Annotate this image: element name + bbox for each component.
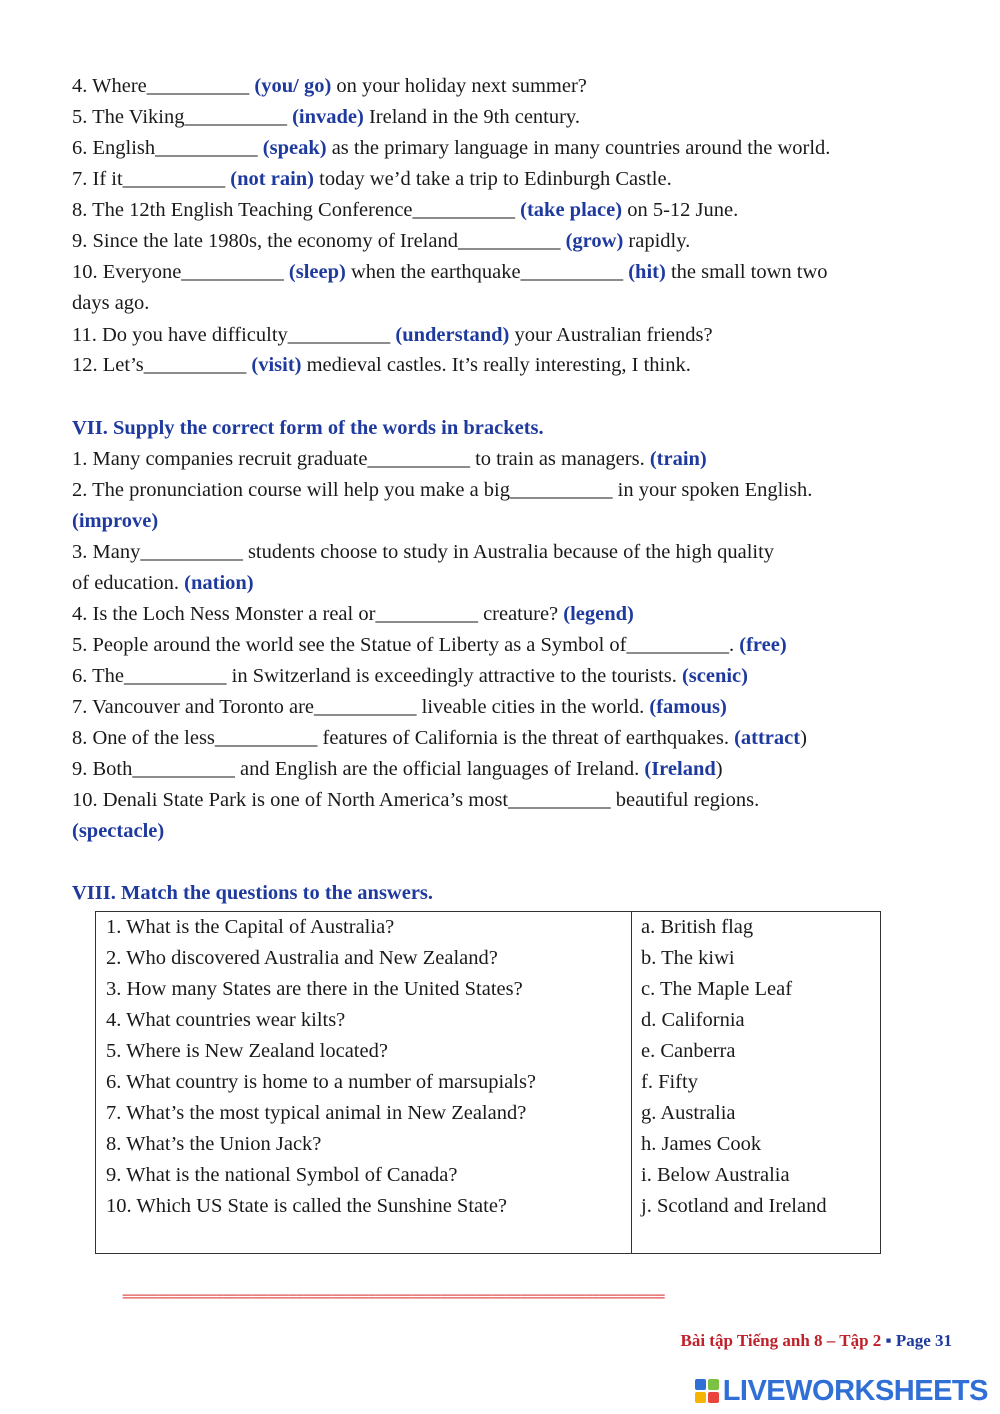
word-hint: (famous) (649, 696, 727, 718)
question-item: 5. Where is New Zealand located? (106, 1040, 388, 1062)
word-form-item-3-continued: of education. (nation) (72, 572, 254, 594)
page-footer (681, 1331, 953, 1351)
answer-blank[interactable]: __________ (122, 168, 226, 190)
exercise-item-6: 6. English__________ (speak) as the primary language in many countries around the world. (72, 137, 831, 159)
exercise-item-12: 12. Let’s__________ (visit) medieval castles. It’s really interesting, I think. (72, 354, 691, 376)
word-form-item-2: 2. The pronunciation course will help you make a big__________ in your spoken English. (72, 479, 813, 501)
answer-blank[interactable]: __________ (510, 479, 613, 501)
question-item: 3. How many States are there in the United States? (106, 978, 523, 1000)
verb-hint: (speak) (262, 137, 327, 159)
exercise-item-11: 11. Do you have difficulty__________ (understand) your Australian friends? (72, 324, 713, 346)
word-hint: attract (740, 727, 801, 749)
logo-text: LIVEWORKSHEETS (722, 1374, 988, 1407)
footer-divider: =========================================================================== (122, 1290, 665, 1304)
verb-hint: (invade) (292, 106, 364, 128)
answer-blank[interactable]: __________ (314, 696, 417, 718)
word-hint: (legend) (563, 603, 634, 625)
answer-blank[interactable]: __________ (155, 137, 258, 159)
verb-hint: (visit) (251, 354, 302, 376)
question-item: 6. What country is home to a number of marsupials? (106, 1071, 537, 1093)
answer-blank[interactable]: __________ (520, 261, 624, 283)
word-form-item-9: 9. Both__________ and English are the official languages of Ireland. (Ireland) (72, 758, 723, 780)
answer-blank[interactable]: __________ (146, 75, 250, 97)
answer-item[interactable]: g. Australia (641, 1102, 736, 1124)
word-form-item-3: 3. Many__________ students choose to study in Australia because of the high quality (72, 541, 775, 563)
word-hint: (train) (649, 448, 707, 470)
word-form-item-7: 7. Vancouver and Toronto are__________ liveable cities in the world. (famous) (72, 696, 727, 718)
verb-hint: (you/ go) (254, 75, 332, 97)
word-form-item-8: 8. One of the less__________ features of California is the threat of earthquakes. (attract) (72, 727, 807, 749)
answer-blank[interactable]: __________ (412, 199, 516, 221)
word-form-item-6: 6. The__________ in Switzerland is exceedingly attractive to the tourists. (scenic) (72, 665, 748, 687)
liveworksheets-logo[interactable] (695, 1374, 988, 1408)
answer-item[interactable]: f. Fifty (641, 1071, 698, 1093)
verb-hint: (hit) (628, 261, 666, 283)
question-item: 9. What is the national Symbol of Canada? (106, 1164, 458, 1186)
section-vii-title: VII. Supply the correct form of the words in brackets. (72, 417, 544, 439)
word-hint: (nation) (184, 572, 254, 594)
exercise-item-9: 9. Since the late 1980s, the economy of Ireland__________ (grow) rapidly. (72, 230, 691, 252)
answer-blank[interactable]: __________ (287, 324, 391, 346)
exercise-item-10: 10. Everyone__________ (sleep) when the earthquake__________ (hit) the small town two (72, 261, 828, 283)
exercise-item-8: 8. The 12th English Teaching Conference__________ (take place) on 5-12 June. (72, 199, 739, 221)
liveworksheets-logo-icon (695, 1379, 719, 1403)
word-form-item-4: 4. Is the Loch Ness Monster a real or__________ creature? (legend) (72, 603, 634, 625)
matching-table (95, 911, 881, 1254)
verb-hint: (not rain) (230, 168, 314, 190)
exercise-item-5: 5. The Viking__________ (invade) Ireland in the 9th century. (72, 106, 580, 128)
question-item: 8. What’s the Union Jack? (106, 1133, 322, 1155)
answer-blank[interactable]: __________ (214, 727, 318, 749)
word-hint: (scenic) (681, 665, 748, 687)
question-item: 4. What countries wear kilts? (106, 1009, 346, 1031)
verb-hint: (grow) (565, 230, 624, 252)
answer-blank[interactable]: __________ (626, 634, 730, 656)
word-form-item-10: 10. Denali State Park is one of North America’s most__________ beautiful regions. (72, 789, 760, 811)
question-item: 2. Who discovered Australia and New Zealand? (106, 947, 498, 969)
word-form-item-5: 5. People around the world see the Statue of Liberty as a Symbol of__________. (free) (72, 634, 787, 656)
answer-item[interactable]: c. The Maple Leaf (641, 978, 793, 1000)
separator-icon: ▪ (885, 1331, 892, 1350)
question-item: 1. What is the Capital of Australia? (106, 916, 395, 938)
verb-hint: (sleep) (288, 261, 346, 283)
answer-item[interactable]: b. The kiwi (641, 947, 735, 969)
answer-item[interactable]: i. Below Australia (641, 1164, 790, 1186)
answer-blank[interactable]: __________ (508, 789, 611, 811)
word-form-item-1: 1. Many companies recruit graduate__________ to train as managers. (train) (72, 448, 707, 470)
verb-hint: (understand) (395, 324, 510, 346)
answer-item[interactable]: h. James Cook (641, 1133, 762, 1155)
word-hint: (spectacle) (72, 820, 165, 842)
answer-blank[interactable]: __________ (457, 230, 561, 252)
answer-blank[interactable]: __________ (367, 448, 470, 470)
answer-blank[interactable]: __________ (181, 261, 284, 283)
answer-item[interactable]: d. California (641, 1009, 745, 1031)
answer-blank[interactable]: __________ (184, 106, 287, 128)
verb-hint: (take place) (520, 199, 623, 221)
exercise-item-10-continued: days ago. (72, 292, 150, 314)
exercise-item-7: 7. If it__________ (not rain) today we’d take a trip to Edinburgh Castle. (72, 168, 672, 190)
exercise-item-4: 4. Where__________ (you/ go) on your holiday next summer? (72, 75, 587, 97)
answer-item[interactable]: j. Scotland and Ireland (641, 1195, 827, 1217)
answer-blank[interactable]: __________ (375, 603, 478, 625)
book-title: Bài tập Tiếng anh 8 – Tập 2 (680, 1331, 886, 1350)
answer-blank[interactable]: __________ (132, 758, 235, 780)
word-hint: (free) (739, 634, 787, 656)
word-hint: Ireland (651, 758, 716, 780)
answer-item[interactable]: a. British flag (641, 916, 754, 938)
section-viii-title: VIII. Match the questions to the answers. (72, 882, 434, 904)
answer-blank[interactable]: __________ (140, 541, 243, 563)
answer-item[interactable]: e. Canberra (641, 1040, 736, 1062)
word-hint: (improve) (72, 510, 159, 532)
question-item: 10. Which US State is called the Sunshine State? (106, 1195, 508, 1217)
question-item: 7. What’s the most typical animal in New Zealand? (106, 1102, 527, 1124)
answer-blank[interactable]: __________ (143, 354, 247, 376)
page-number: Page 31 (891, 1331, 952, 1350)
answer-blank[interactable]: __________ (124, 665, 227, 687)
column-divider (631, 912, 632, 1253)
